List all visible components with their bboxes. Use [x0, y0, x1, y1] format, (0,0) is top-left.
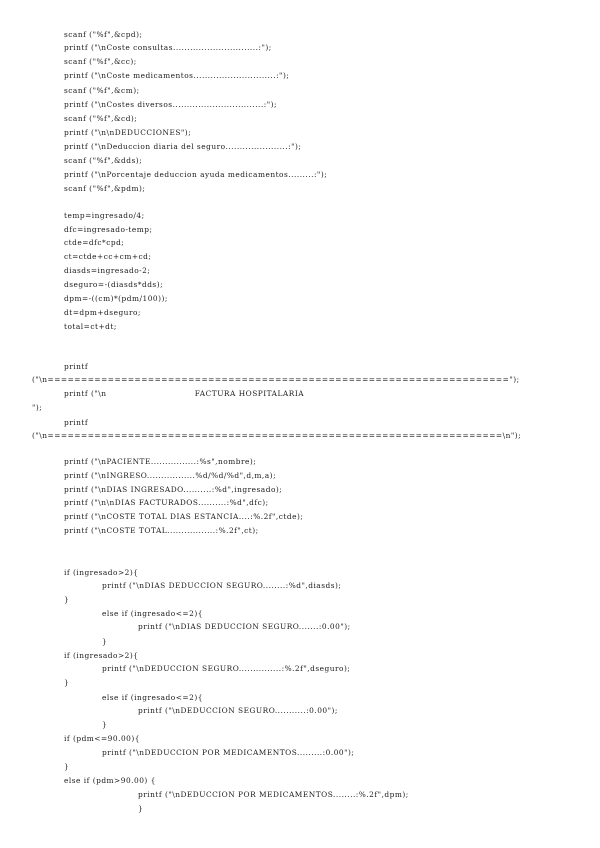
- code-line: printf ("\nDIAS DEDUCCION SEGURO.......:0.00");: [138, 622, 351, 631]
- code-line: ");: [32, 403, 43, 412]
- code-line: printf ("\nPACIENTE................:%s",nombre);: [64, 457, 257, 466]
- code-line: printf ("\nDEDUCCION SEGURO...........:0.00");: [138, 706, 338, 715]
- code-line: scanf ("%f",&cc);: [64, 57, 137, 66]
- code-line: printf ("\nCOSTE TOTAL.................:%.2f",ct);: [64, 526, 259, 535]
- code-line: printf ("\nDIAS DEDUCCION SEGURO........:%d",diasds);: [102, 581, 342, 590]
- code-line: printf ("\nDeduccion diaria del seguro......................:");: [64, 142, 302, 151]
- code-line: if (ingresado>2){: [64, 568, 139, 577]
- code-line: }: [64, 762, 70, 771]
- code-line: dfc=ingresado-temp;: [64, 225, 153, 234]
- code-line: printf ("\nCoste consultas..............................:");: [64, 43, 272, 52]
- code-line: printf ("\n\nDIAS FACTURADOS..........:%d",dfc);: [64, 498, 269, 507]
- code-line: printf ("\nDIAS INGRESADO..........:%d",ingresado);: [64, 485, 283, 494]
- code-line: printf ("\nDEDUCCION POR MEDICAMENTOS.........:0.00");: [102, 748, 355, 757]
- code-line: printf: [64, 418, 89, 427]
- code-line: }: [102, 720, 108, 729]
- code-line: printf ("\nCoste medicamentos.............................:");: [64, 71, 290, 80]
- code-line: else if (ingresado<=2){: [102, 693, 203, 702]
- code-line: printf ("\n FACTURA HOSPITALARIA: [64, 389, 305, 398]
- code-line: }: [102, 637, 108, 646]
- code-line: printf ("\nINGRESO.................%d/%d/%d",d,m,a);: [64, 471, 277, 480]
- code-line: printf: [64, 362, 89, 371]
- code-line: scanf ("%f",&cpd);: [64, 30, 143, 39]
- code-line: dseguro=-(diasds*dds);: [64, 280, 164, 289]
- code-line: printf ("\nCOSTE TOTAL DIAS ESTANCIA....:%.2f",ctde);: [64, 512, 304, 521]
- code-line: total=ct+dt;: [64, 322, 117, 331]
- code-line: ("\n=====================================================================");: [32, 375, 520, 384]
- code-line: printf ("\nCostes diversos................................:");: [64, 100, 278, 109]
- code-line: scanf ("%f",&pdm);: [64, 184, 146, 193]
- code-line: scanf ("%f",&dds);: [64, 156, 143, 165]
- code-line: ("\n====================================================================\n");: [32, 431, 522, 440]
- code-line: }: [64, 678, 70, 687]
- code-line: dt=dpm+dseguro;: [64, 308, 141, 317]
- code-line: if (ingresado>2){: [64, 651, 139, 660]
- code-line: scanf ("%f",&cd);: [64, 114, 138, 123]
- code-line: printf ("\nDEDUCCION POR MEDICAMENTOS........:%.2f",dpm);: [138, 790, 409, 799]
- code-line: printf ("\nDEDUCCION SEGURO...............:%.2f",dseguro);: [102, 664, 351, 673]
- code-line: if (pdm<=90.00){: [64, 734, 140, 743]
- code-line: else if (pdm>90.00) {: [64, 776, 156, 785]
- code-line: printf ("\nPorcentaje deduccion ayuda medicamentos.........:");: [64, 170, 328, 179]
- code-line: }: [64, 595, 70, 604]
- code-line: ctde=dfc*cpd;: [64, 238, 125, 247]
- code-line: temp=ingresado/4;: [64, 211, 145, 220]
- code-line: scanf ("%f",&cm);: [64, 86, 140, 95]
- code-line: }: [138, 804, 144, 813]
- code-line: dpm=-((cm)*(pdm/100));: [64, 294, 168, 303]
- code-line: ct=ctde+cc+cm+cd;: [64, 252, 152, 261]
- code-line: printf ("\n\nDEDUCCIONES");: [64, 128, 192, 137]
- code-line: diasds=ingresado-2;: [64, 266, 151, 275]
- code-line: else if (ingresado<=2){: [102, 609, 203, 618]
